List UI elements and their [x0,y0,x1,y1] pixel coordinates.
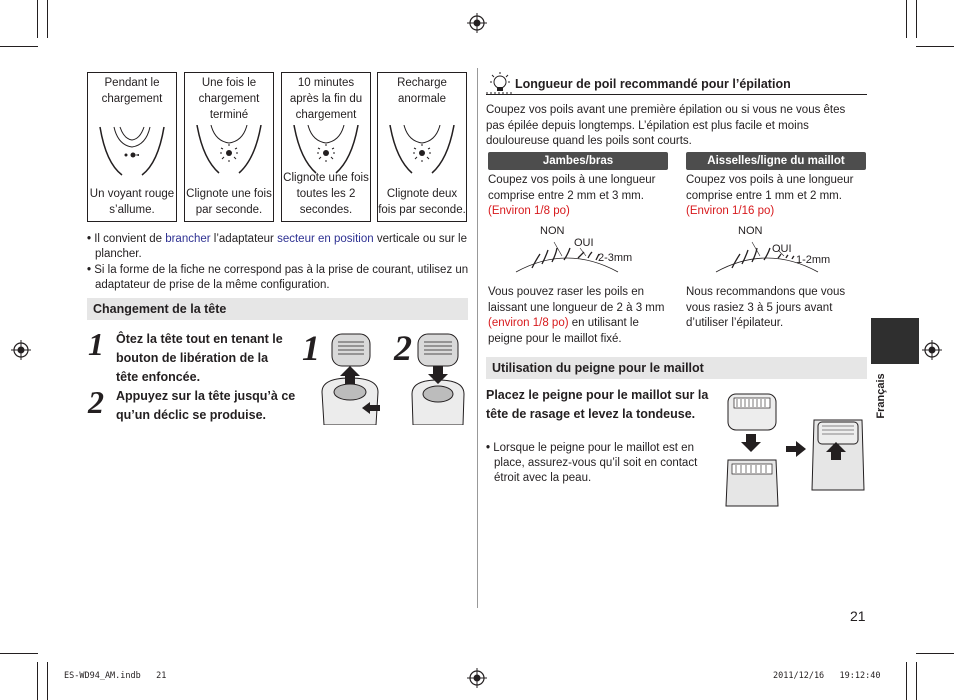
legs-no-label: NON [540,225,565,237]
status-box-bottom-text: Clignote une fois par seconde. [186,188,272,216]
registration-mark-icon [467,668,487,688]
registration-mark-icon [922,340,942,360]
crop-mark [37,0,38,38]
legs-length-desc: Coupez vos poils à une longueur comprise entre 2 mm et 3 mm. [488,174,656,202]
status-box-top-text: Pendant le chargement [101,77,163,105]
step-number: 2 [88,384,104,420]
legs-length-text [488,173,673,220]
note-text: Si la forme de la fiche ne correspond pas à la prise de courant, utilisez un adaptateur de prise de la même configuration. [94,264,469,291]
arms-length-approx: (Environ 1/16 po) [686,205,775,217]
column-divider [477,68,478,608]
tab-underarm-bikini: Aisselles/ligne du maillot [686,152,866,170]
status-box-abnormal [377,72,467,222]
language-tab-label [871,366,891,426]
arms-tip: Nous recommandons que vous vous rasiez 3 à 5 jours avant d’utiliser l’épilateur. [686,286,846,329]
crop-mark [916,653,954,654]
crop-mark [0,46,38,47]
legs-tip-text: Vous pouvez raser les poils en laissant une longueur de 2 à 3 mm [488,286,665,314]
lightbulb-tip-icon [486,72,514,94]
note-highlight: secteur en position [277,233,374,245]
comb-note: • Lorsque le peigne pour le maillot est en place, assurez-vous qu’il soit en contact étroit avec la peau. [486,442,698,484]
crop-mark [47,0,48,38]
page-number: 21 [850,608,866,624]
legs-tip [488,285,673,347]
footer-file-info: ES-WD94_AM.indb 21 [64,671,167,681]
crop-mark [916,46,954,47]
status-box-top-text: 10 minutes après la fin du chargement [289,77,363,121]
section-title-head-change: Changement de la tête [87,298,468,320]
status-box-bottom-text: Un voyant rouge s’allume. [89,188,175,216]
crop-mark [906,0,907,38]
crop-mark [47,662,48,700]
note-plug-adapter: • Si la forme de la fiche ne correspond pas à la prise de courant, utilisez un adaptateur de prise de la même configuration. [87,264,469,291]
status-box-top-text: Recharge anormale [397,77,447,105]
head-attach-illustration [408,330,468,425]
legs-length-approx: (Environ 1/8 po) [488,205,570,217]
status-box-bottom-text: Clignote deux fois par seconde. [378,188,466,216]
note-text: verticale ou sur le plancher. [95,233,467,260]
crop-mark [37,662,38,700]
hair-length-intro: Coupez vos poils avant une première épilation ou si vous ne vous êtes pas épilée depuis longtemps. L’épilation est plus facile et moins douloureuse quand les poils sont courts. [486,104,846,147]
head-removal-illustration [318,330,383,425]
comb-attach-illustration [722,390,870,508]
section-title-comb: Utilisation du peigne pour le maillot [486,357,867,379]
comb-instruction: Placez le peigne pour le maillot sur la tête de rasage et levez la tondeuse. [486,388,709,421]
step-instruction: Appuyez sur la tête jusqu’à ce qu’un déclic se produise. [116,389,296,422]
legs-yes-label: OUI [574,237,594,249]
figure-number: 2 [394,328,412,368]
status-box-top-text: Une fois le chargement terminé [198,77,260,121]
step-number: 1 [88,326,104,362]
arms-range-label: 1-2mm [796,254,831,266]
legs-tip-text: en utilisant le peigne pour le maillot fixé. [488,317,639,345]
language-tab-text: Français [875,373,887,419]
comb-note-text: Lorsque le peigne pour le maillot est en place, assurez-vous qu’il soit en contact étroit avec la peau. [493,442,698,484]
status-box-after-charge [281,72,371,222]
arms-length-desc: Coupez vos poils à une longueur comprise entre 1 mm et 2 mm. [686,174,854,202]
registration-mark-icon [11,340,31,360]
crop-mark [916,662,917,700]
legs-tip-approx: (environ 1/8 po) [488,317,569,329]
section-title-hair-length: Longueur de poil recommandé pour l’épilation [515,77,791,91]
arms-no-label: NON [738,225,763,237]
note-text: l’adaptateur [210,233,278,245]
figure-number: 1 [302,328,320,368]
status-box-charging [87,72,177,222]
note-text: Il convient de [94,233,166,245]
crop-mark [0,653,38,654]
status-box-bottom-text: Clignote une fois toutes les 2 secondes. [283,172,369,216]
registration-mark-icon [467,13,487,33]
arms-yes-label: OUI [772,243,792,255]
language-tab [871,318,919,364]
legs-range-label: 2-3mm [598,252,633,264]
section-rule [486,94,867,95]
blinking-light-icon [189,125,269,185]
step-instruction: Ôtez la tête tout en tenant le bouton de libération de la tête enfoncée. [116,332,283,384]
tab-legs-arms: Jambes/bras [488,152,668,170]
crop-mark [916,0,917,38]
arms-length-text [686,173,871,220]
charger-light-icon [92,123,172,183]
crop-mark [906,662,907,700]
footer-timestamp: 2011/12/16 19:12:40 [773,671,881,681]
blinking-light-icon [382,125,462,185]
note-highlight: brancher [165,233,211,245]
note-adapter-position: • Il convient de brancher l’adaptateur secteur en position verticale ou sur le plancher. [87,233,467,260]
status-box-charged [184,72,274,222]
